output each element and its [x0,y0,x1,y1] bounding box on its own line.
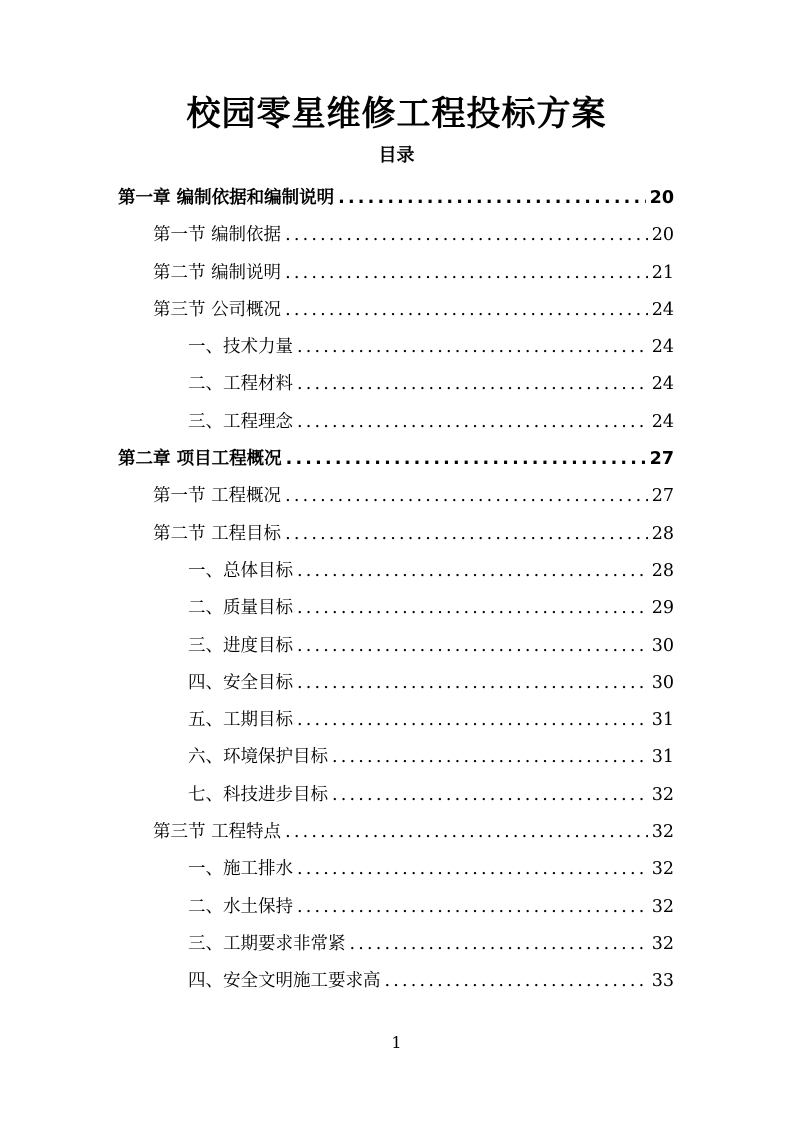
table-of-contents [118,180,674,1001]
toc-entry[interactable] [118,329,674,366]
toc-entry-label: 四、安全目标 [188,672,293,693]
toc-entry[interactable] [118,702,674,739]
toc-entry-page: 32 [651,896,674,917]
toc-entry-page: 32 [651,784,674,805]
toc-entry-page: 28 [651,523,674,544]
toc-entry[interactable] [118,441,674,478]
toc-entry-page: 30 [651,672,674,693]
toc-entry[interactable] [118,516,674,553]
toc-entry-label: 一、施工排水 [188,859,293,880]
dot-leader [350,926,648,963]
toc-entry-label: 三、进度目标 [188,635,293,656]
toc-entry[interactable] [118,180,674,217]
dot-leader [285,814,648,851]
dot-leader [297,404,648,441]
toc-entry[interactable] [118,404,674,441]
toc-entry-page: 20 [649,188,674,208]
toc-entry-label: 六、环境保护目标 [188,747,328,768]
dot-leader [297,366,648,403]
dot-leader [285,478,648,515]
dot-leader [297,590,648,627]
toc-entry-page: 30 [651,635,674,656]
toc-entry-page: 20 [651,225,674,246]
dot-leader [297,665,648,702]
toc-entry-label: 第三节 工程特点 [153,822,282,843]
toc-entry-label: 七、科技进步目标 [188,784,328,805]
toc-entry-page: 28 [651,560,674,581]
dot-leader [297,329,648,366]
toc-entry-page: 32 [651,933,674,954]
toc-entry[interactable] [118,739,674,776]
toc-entry[interactable] [118,590,674,627]
toc-entry-label: 第三节 公司概况 [153,299,282,320]
toc-entry-page: 24 [651,299,674,320]
toc-entry-page: 31 [651,710,674,731]
toc-entry[interactable] [118,814,674,851]
toc-entry-label: 二、水土保持 [188,896,293,917]
dot-leader [297,628,648,665]
toc-entry-page: 27 [651,486,674,507]
toc-entry-page: 24 [651,337,674,358]
dot-leader [286,441,646,478]
toc-entry-label: 第二节 工程目标 [153,523,282,544]
toc-entry-page: 21 [651,262,674,283]
toc-entry-label: 一、总体目标 [188,560,293,581]
toc-entry-label: 三、工程理念 [188,411,293,432]
dot-leader [338,180,646,217]
dot-leader [332,777,648,814]
dot-leader [297,889,648,926]
dot-leader [297,851,648,888]
document-title: 校园零星维修工程投标方案 [186,94,607,134]
toc-entry[interactable] [118,217,674,254]
toc-entry-page: 24 [651,411,674,432]
toc-entry[interactable] [118,553,674,590]
toc-entry-label: 第一节 工程概况 [153,486,282,507]
toc-entry-label: 二、质量目标 [188,598,293,619]
toc-heading: 目录 [378,145,415,166]
toc-entry[interactable] [118,777,674,814]
toc-entry-label: 第一章 编制依据和编制说明 [118,188,335,208]
toc-entry-label: 第一节 编制依据 [153,225,282,246]
toc-entry-label: 三、工期要求非常紧 [188,933,346,954]
toc-entry-label: 四、安全文明施工要求高 [188,971,381,992]
toc-entry[interactable] [118,255,674,292]
toc-entry-page: 31 [651,747,674,768]
toc-entry[interactable] [118,366,674,403]
toc-entry-page: 24 [651,374,674,395]
toc-entry-label: 二、工程材料 [188,374,293,395]
toc-entry[interactable] [118,851,674,888]
dot-leader [332,739,648,776]
toc-entry-page: 33 [651,971,674,992]
toc-entry-page: 32 [651,822,674,843]
toc-entry[interactable] [118,889,674,926]
toc-entry-label: 第二节 编制说明 [153,262,282,283]
toc-entry-page: 32 [651,859,674,880]
toc-entry[interactable] [118,628,674,665]
dot-leader [385,963,648,1000]
dot-leader [285,255,648,292]
toc-entry-label: 五、工期目标 [188,710,293,731]
toc-entry-page: 29 [651,598,674,619]
toc-entry-label: 第二章 项目工程概况 [118,449,282,470]
toc-entry[interactable] [118,478,674,515]
toc-entry[interactable] [118,963,674,1000]
toc-entry[interactable] [118,665,674,702]
toc-entry-label: 一、技术力量 [188,337,293,358]
page-number: 1 [391,1033,402,1052]
dot-leader [297,553,648,590]
dot-leader [297,702,648,739]
dot-leader [285,516,648,553]
toc-entry-page: 27 [649,449,674,470]
dot-leader [285,217,648,254]
toc-entry[interactable] [118,292,674,329]
dot-leader [285,292,648,329]
toc-entry[interactable] [118,926,674,963]
